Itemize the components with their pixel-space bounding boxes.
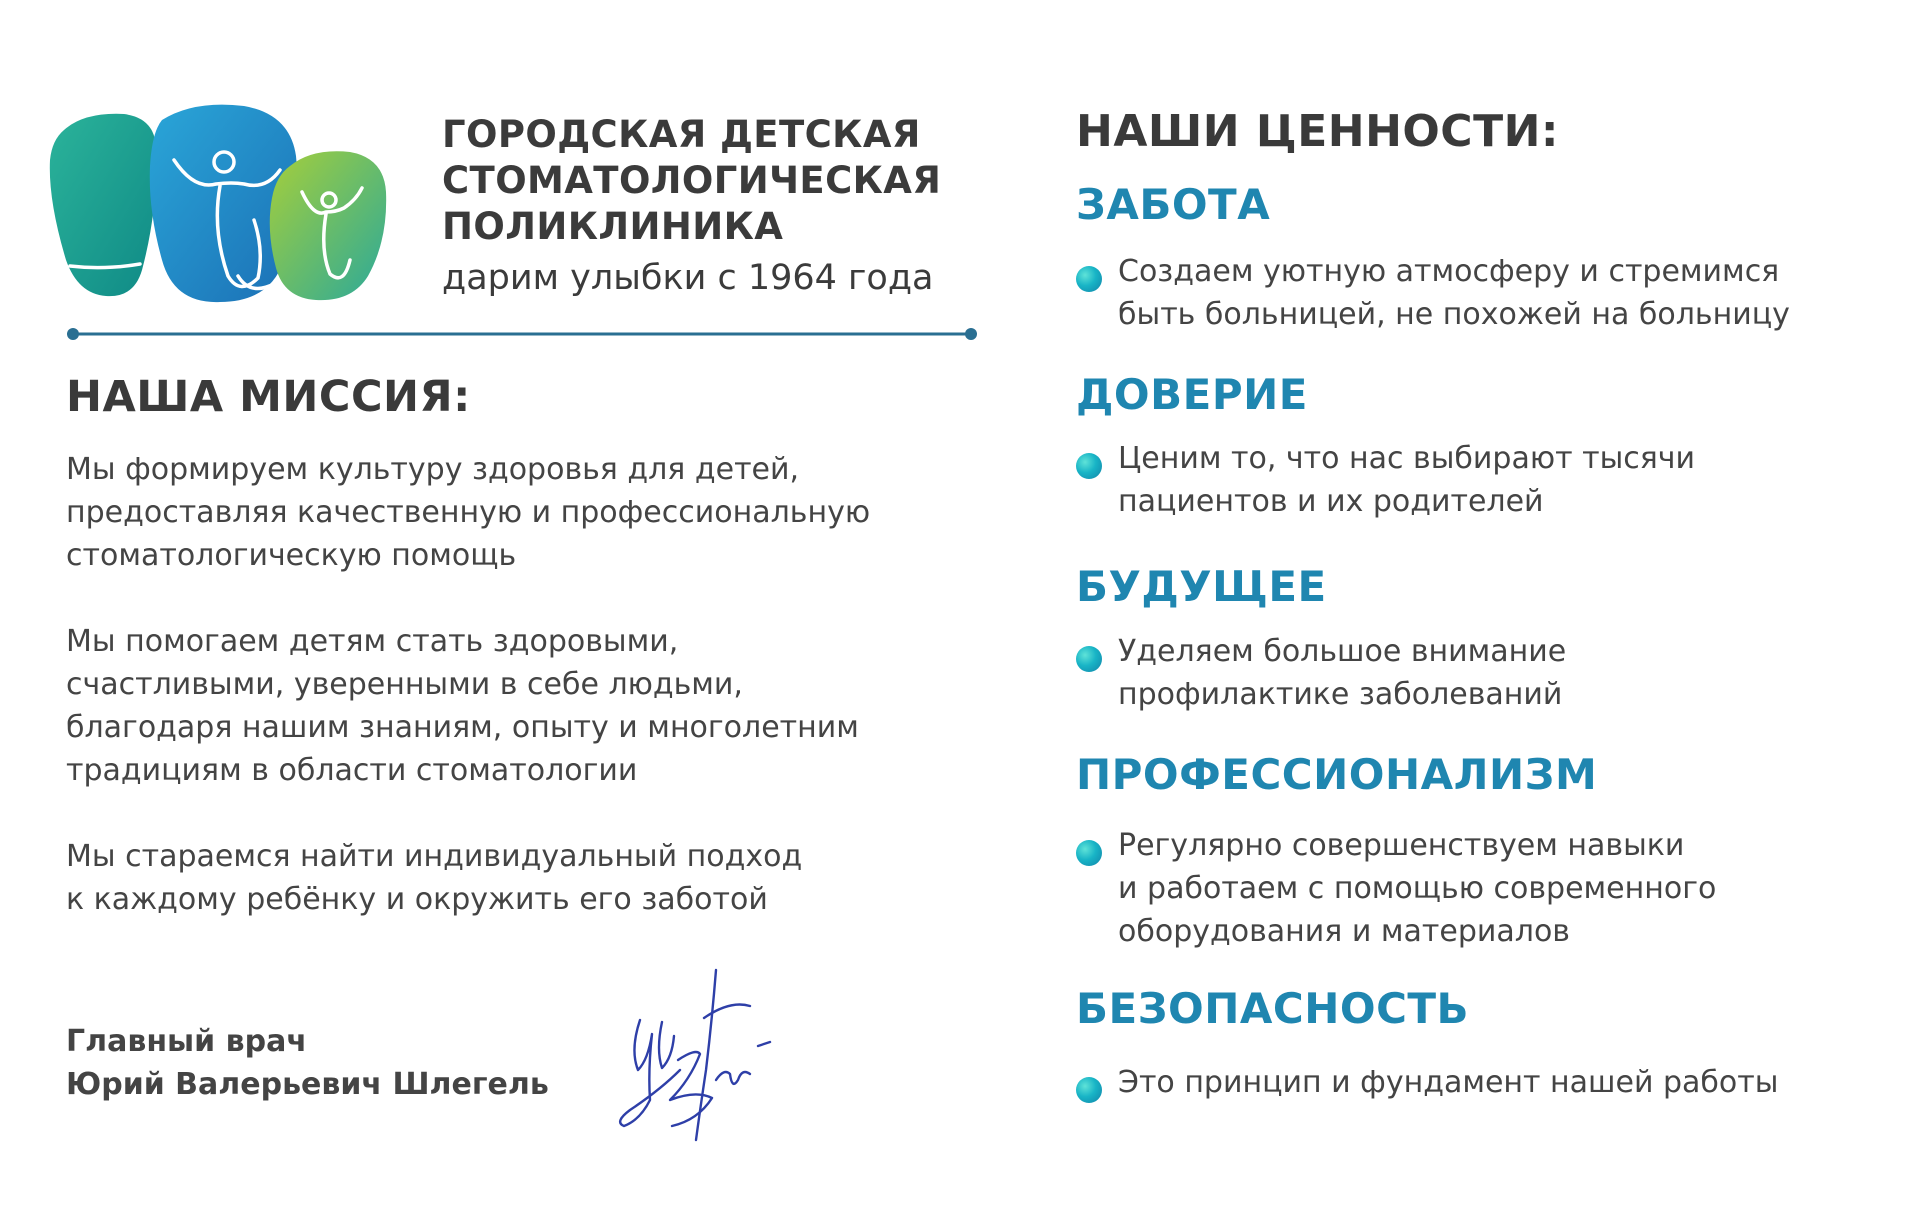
mission-line: Мы формируем культуру здоровья для детей, bbox=[66, 452, 800, 487]
bullet-dot-icon bbox=[1076, 646, 1102, 672]
mission-line: стоматологическую помощь bbox=[66, 538, 517, 573]
value-title-future: БУДУЩЕЕ bbox=[1076, 562, 1327, 611]
value-line: Это принцип и фундамент нашей работы bbox=[1118, 1065, 1779, 1100]
handwritten-signature-icon bbox=[600, 950, 800, 1150]
value-description bbox=[1118, 437, 1908, 523]
value-line: профилактике заболеваний bbox=[1118, 677, 1563, 712]
mission-line: счастливыми, уверенными в себе людьми, bbox=[66, 667, 743, 702]
bullet-dot-icon bbox=[1076, 1077, 1102, 1103]
mission-line: к каждому ребёнку и окружить его заботой bbox=[66, 882, 768, 917]
organization-title-line: ПОЛИКЛИНИКА bbox=[442, 205, 784, 248]
mission-line: предоставляя качественную и профессиональную bbox=[66, 495, 871, 530]
value-description bbox=[1118, 1061, 1908, 1104]
bullet-dot-icon bbox=[1076, 453, 1102, 479]
value-line: Уделяем большое внимание bbox=[1118, 634, 1567, 669]
value-line: Ценим то, что нас выбирают тысячи bbox=[1118, 441, 1696, 476]
organization-title bbox=[442, 112, 1002, 250]
bullet-dot-icon bbox=[1076, 840, 1102, 866]
value-line: оборудования и материалов bbox=[1118, 914, 1570, 949]
signatory-title: Главный врач bbox=[66, 1024, 307, 1059]
value-title-care: ЗАБОТА bbox=[1076, 180, 1271, 229]
value-line: пациентов и их родителей bbox=[1118, 484, 1544, 519]
mission-line: Мы стараемся найти индивидуальный подход bbox=[66, 839, 803, 874]
signatory-name: Юрий Валерьевич Шлегель bbox=[66, 1067, 549, 1102]
value-title-trust: ДОВЕРИЕ bbox=[1076, 370, 1308, 419]
value-description bbox=[1118, 630, 1908, 716]
value-description bbox=[1118, 250, 1908, 336]
organization-title-line: СТОМАТОЛОГИЧЕСКАЯ bbox=[442, 159, 942, 202]
organization-tagline: дарим улыбки с 1964 года bbox=[442, 258, 934, 298]
value-line: и работаем с помощью современного bbox=[1118, 871, 1717, 906]
mission-heading: НАША МИССИЯ: bbox=[66, 372, 471, 422]
value-description bbox=[1118, 824, 1908, 953]
bullet-dot-icon bbox=[1076, 266, 1102, 292]
mission-paragraph bbox=[66, 620, 996, 792]
values-heading: НАШИ ЦЕННОСТИ: bbox=[1076, 106, 1560, 157]
mission-paragraph bbox=[66, 835, 996, 921]
value-line: Регулярно совершенствуем навыки bbox=[1118, 828, 1685, 863]
mission-line: благодаря нашим знаниям, опыту и многолетним bbox=[66, 710, 859, 745]
value-line: Создаем уютную атмосферу и стремимся bbox=[1118, 254, 1780, 289]
header-divider bbox=[66, 327, 978, 341]
value-title-safety: БЕЗОПАСНОСТЬ bbox=[1076, 984, 1470, 1033]
mission-paragraph bbox=[66, 448, 996, 577]
organization-title-line: ГОРОДСКАЯ ДЕТСКАЯ bbox=[442, 113, 921, 156]
value-line: быть больницей, не похожей на больницу bbox=[1118, 297, 1790, 332]
family-teeth-logo-icon bbox=[44, 100, 420, 310]
value-title-professionalism: ПРОФЕССИОНАЛИЗМ bbox=[1076, 750, 1598, 799]
mission-line: Мы помогаем детям стать здоровыми, bbox=[66, 624, 679, 659]
mission-line: традициям в области стоматологии bbox=[66, 753, 638, 788]
